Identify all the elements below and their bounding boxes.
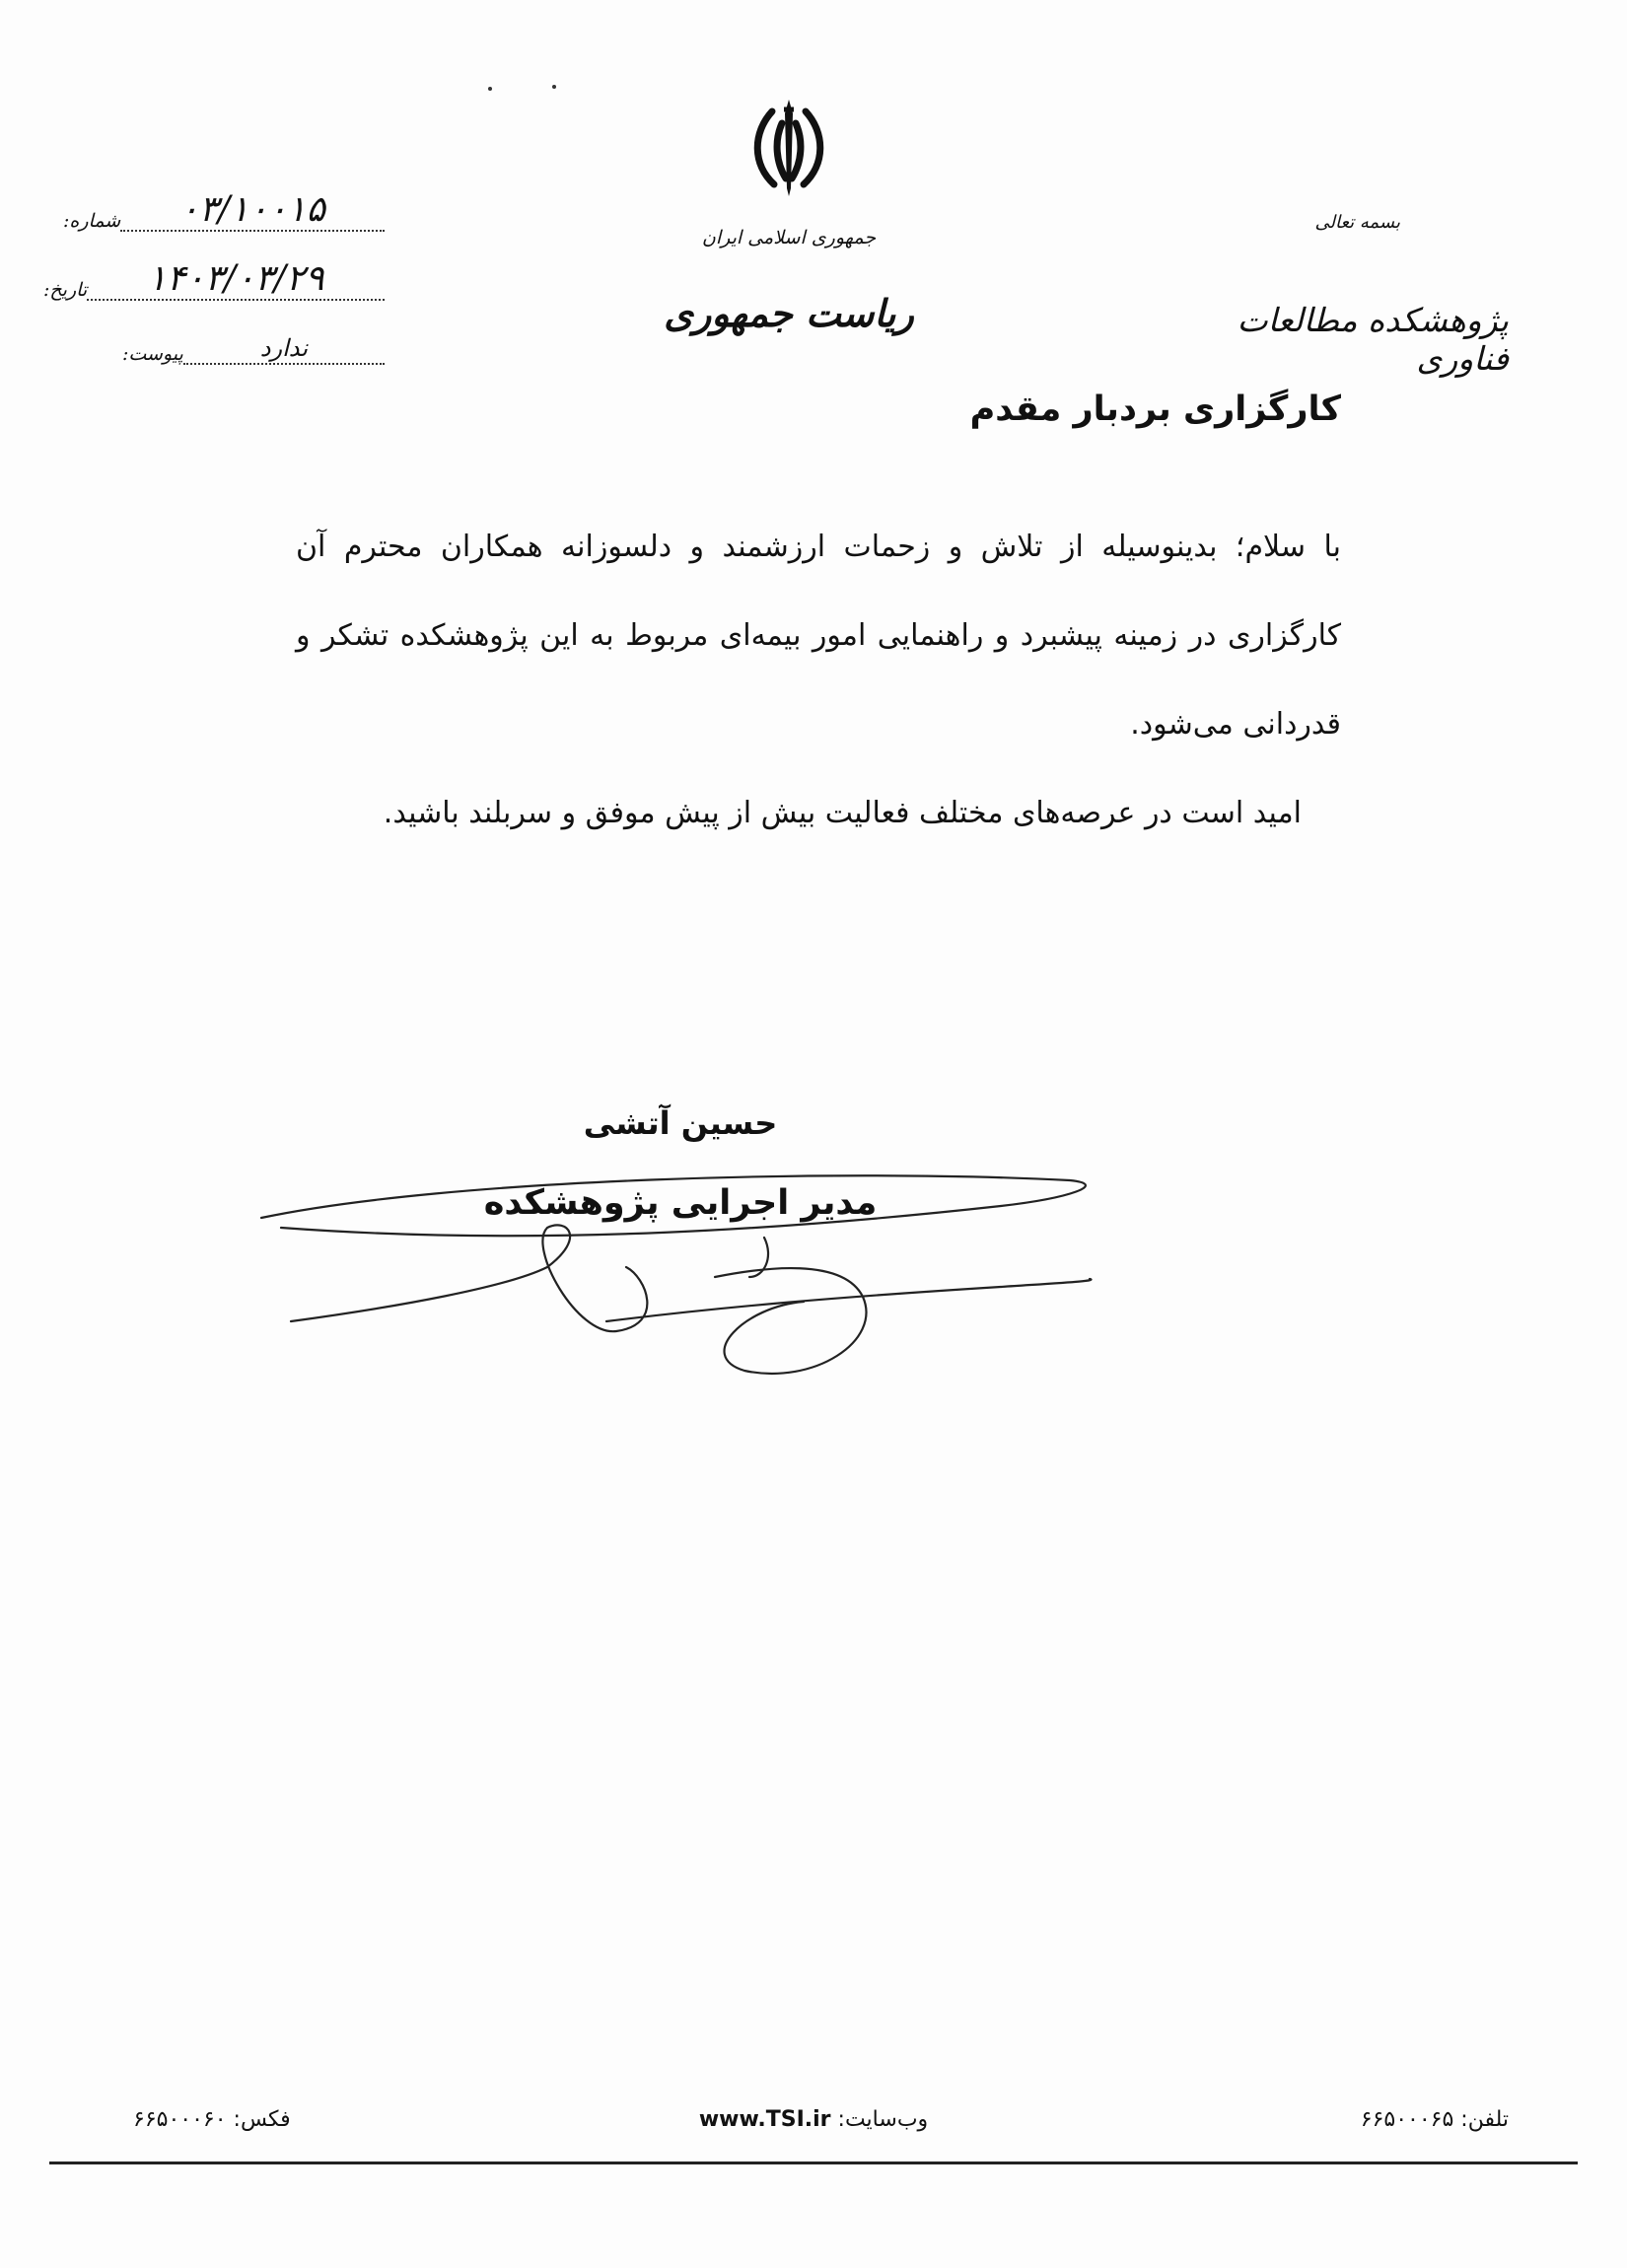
footer-fax [133,2107,370,2132]
phone-value: ۶۶۵۰۰۰۶۵ [1360,2107,1454,2132]
recipient: کارگزاری بردبار مقدم [969,390,1341,429]
letter-number-row [59,182,385,232]
fax-value: ۶۶۵۰۰۰۶۰ [133,2107,227,2132]
signer-title: مدیر اجرایی پژوهشکده [483,1183,878,1223]
presidency-title: ریاست جمهوری [664,291,914,335]
footer-phone [1282,2107,1509,2132]
letter-date-label: تاریخ: [43,279,88,301]
bismillah: بسمه تعالی [1314,212,1400,233]
body-paragraph: امید است در عرصه‌های مختلف فعالیت بیش از پیش موفق و سربلند باشید. [383,796,1302,830]
phone-label: تلفن: [1460,2107,1509,2132]
scan-speck [488,87,492,91]
institute-name: پژوهشکده مطالعات فناوری [1237,301,1509,378]
fax-label: فکس: [233,2107,291,2132]
footer-website [651,2107,976,2132]
footer-divider [49,2162,1578,2164]
letter-body [296,503,1341,858]
letter-attachment-value: ندارد [183,333,385,365]
iran-emblem-icon [744,94,833,202]
signer-name: حسین آتشی [583,1104,778,1142]
scan-speck [552,85,556,89]
republic-caption: جمهوری اسلامی ایران [701,227,877,248]
letter-attachment-row [118,316,385,365]
website-label: وب‌سایت: [837,2107,929,2132]
body-paragraph: با سلام؛ بدینوسیله از تلاش و زحمات ارزشمند و دلسوزانه همکاران محترم آن کارگزاری در زمینه پیشبرد و راهنمایی امور بیمه‌ای مربوط به این پژوهشکده تشکر و قدردانی می‌شود. [296,530,1341,742]
letter-number-value: ۰۳/۱۰۰۱۵ [120,190,385,232]
website-value: www.TSI.ir [698,2107,831,2132]
letter-date-row [39,251,385,301]
letter-attachment-label: پیوست: [122,343,183,365]
letter-number-label: شماره: [63,210,121,232]
letter-date-value: ۱۴۰۳/۰۳/۲۹ [87,259,385,301]
